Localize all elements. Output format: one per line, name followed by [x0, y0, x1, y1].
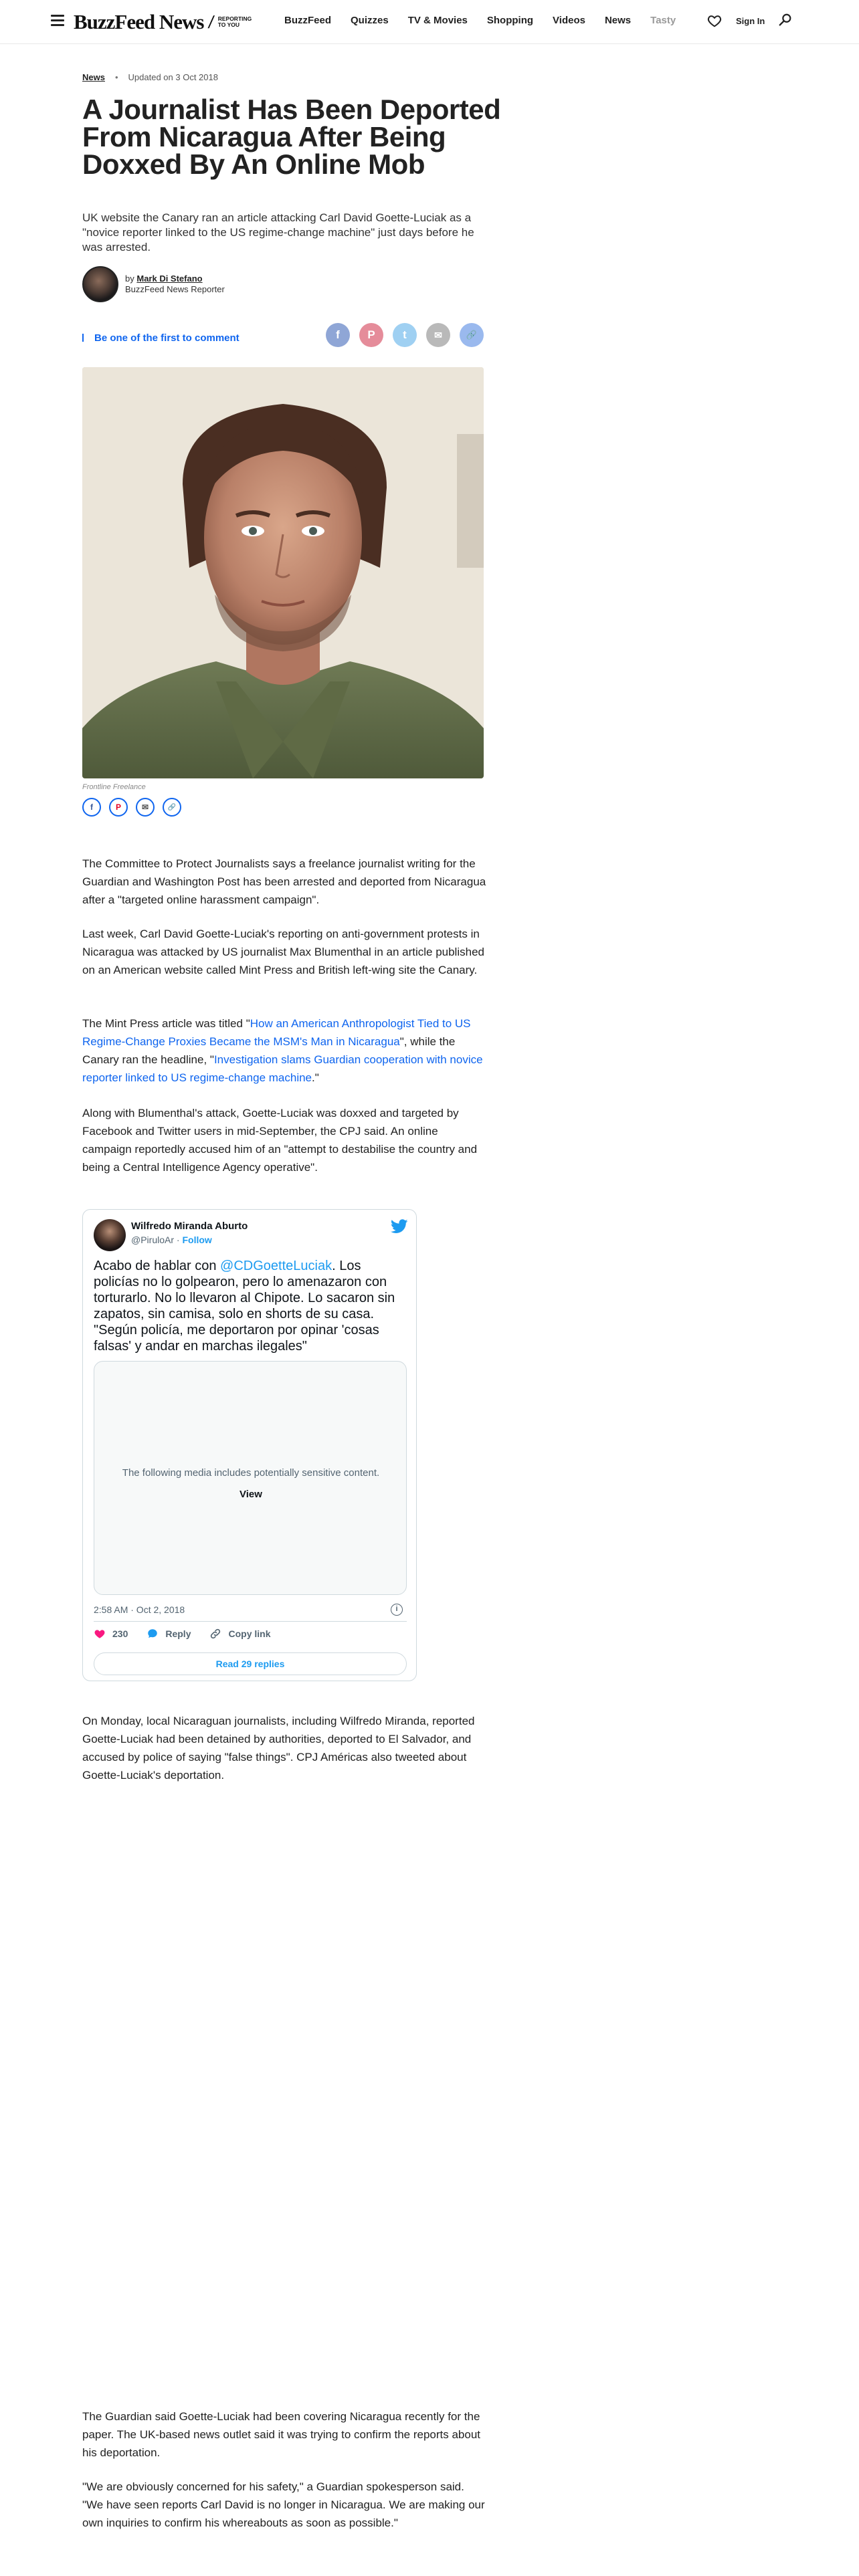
body-paragraph-1: The Committee to Protect Journalists says a freelance journalist writing for the Guardian and Washington Post has been arrested and deported from Nicaragua after a "targeted online harassment campaign". [82, 857, 486, 906]
nav-link-news[interactable]: News [604, 15, 632, 26]
tweet-reply-button[interactable] [147, 1628, 191, 1640]
tweet-timestamp[interactable]: 2:58 AM · Oct 2, 2018 [94, 1604, 185, 1615]
heart-icon[interactable] [707, 13, 722, 28]
comment-cta: Be one of the first to comment [94, 332, 240, 344]
logo-tagline-line-1: REPORTING [217, 15, 252, 22]
hero-portrait-illustration [82, 367, 484, 778]
facebook-share-button[interactable] [326, 323, 350, 347]
byline [82, 266, 225, 302]
byline-text [125, 274, 225, 295]
hero-caption: Frontline Freelance [82, 783, 146, 791]
logo-tagline [218, 16, 252, 28]
search-icon[interactable] [778, 13, 793, 27]
tweet-mention-link[interactable]: @CDGoetteLuciak [220, 1259, 332, 1273]
copy-link-share-button[interactable] [460, 323, 484, 347]
hamburger-menu-icon[interactable] [51, 15, 64, 25]
image-share-bar [82, 798, 189, 817]
author-link[interactable]: Mark Di Stefano [136, 274, 203, 284]
pinterest-share-button[interactable] [359, 323, 383, 347]
embedded-tweet [82, 1209, 417, 1681]
pinterest-icon: P [367, 328, 375, 341]
reply-bubble-icon [147, 1628, 159, 1640]
share-bar [326, 323, 493, 347]
comment-link[interactable] [82, 332, 240, 344]
facebook-icon: f [90, 802, 93, 812]
pinterest-icon: P [115, 802, 121, 812]
twitter-bird-icon[interactable] [391, 1219, 408, 1234]
body-paragraph-2: Last week, Carl David Goette-Luciak's reporting on anti-government protests in Nicaragua was attacked by US journalist Max Blumenthal in an article published on an American website called Mint Press and British left-wing site the Canary. [82, 928, 484, 976]
email-icon: ✉ [434, 329, 442, 340]
email-icon: ✉ [141, 802, 149, 812]
tweet-author-handle-row [131, 1235, 212, 1245]
tweet-copy-link-button[interactable] [209, 1628, 270, 1640]
logo-wordmark: BuzzFeed News [74, 10, 204, 33]
facebook-icon: f [336, 328, 340, 341]
tweet-copy-link-label: Copy link [228, 1628, 271, 1639]
body-paragraph-6: The Guardian said Goette-Luciak had been covering Nicaragua recently for the paper. The UK-based news outlet said it was trying to confirm the reports about his deportation. [82, 2410, 480, 2459]
image-facebook-share-button[interactable] [82, 798, 101, 817]
link-icon: 🔗 [167, 803, 177, 811]
body-paragraph-5: On Monday, local Nicaraguan journalists, including Wilfredo Miranda, reported Goette-Luciak had been detained by authorities, deported to El Salvador, and accused by police of saying "false things". CPJ Américas also tweeted about Goette-Luciak's deportation. [82, 1715, 475, 1782]
tweet-reply-label: Reply [165, 1628, 191, 1639]
nav-link-videos[interactable]: Videos [553, 15, 585, 26]
tweet-text-b: . Los policías no lo golpearon, pero lo amenazaron con torturarlo. No lo llevaron al Chipote. Lo sacaron sin zapatos, sin camisa, solo en shorts de su casa. "Según policía, me deportaron por opinar 'cosas falsas' y andar en marchas ilegales" [94, 1259, 395, 1354]
nav-link-quizzes[interactable]: Quizzes [351, 15, 389, 26]
tweet-like-count: 230 [112, 1628, 128, 1639]
nav-link-tv-movies[interactable]: TV & Movies [407, 15, 468, 26]
buzzfeed-news-logo[interactable] [74, 9, 252, 35]
sign-in-link[interactable]: Sign In [736, 16, 765, 26]
nav-link-buzzfeed[interactable]: BuzzFeed [284, 15, 332, 26]
author-avatar[interactable] [82, 266, 118, 302]
tweet-text [94, 1258, 408, 1354]
comment-bubble-icon [82, 334, 88, 342]
meta-separator: • [114, 72, 118, 82]
body-paragraph-4: Along with Blumenthal's attack, Goette-Luciak was doxxed and targeted by Facebook and Twitter users in mid-September, the CPJ said. An online campaign reportedly accused him of an "attempt to destabilise the country and being a Central Intelligence Agency operative". [82, 1107, 478, 1174]
top-navigation [0, 0, 859, 44]
tweet-handle-separator: · [174, 1235, 183, 1245]
heart-icon [94, 1628, 106, 1640]
byline-prefix: by [125, 274, 134, 284]
link-icon: 🔗 [466, 330, 478, 340]
image-email-share-button[interactable] [136, 798, 155, 817]
tweet-author-name[interactable]: Wilfredo Miranda Aburto [131, 1220, 248, 1232]
tweet-like-button[interactable] [94, 1628, 128, 1640]
info-icon[interactable]: i [391, 1604, 403, 1616]
twitter-icon: t [403, 328, 407, 341]
mint-press-article-link[interactable]: How an American Anthropologist Tied to US Regime-Change Proxies Became the MSM's Man in Nicaragua [82, 1017, 471, 1048]
hero-image [82, 367, 484, 778]
link-icon [209, 1628, 221, 1640]
sensitive-media-warning: The following media includes potentially sensitive content. [122, 1467, 380, 1479]
logo-slash: / [207, 11, 216, 32]
twitter-share-button[interactable] [393, 323, 417, 347]
tweet-author-avatar[interactable] [94, 1219, 126, 1251]
view-media-button[interactable]: View [240, 1489, 262, 1500]
body-paragraph-3 [82, 1014, 487, 1087]
logo-tagline-line-2: TO YOU [217, 21, 240, 28]
article-meta [82, 72, 218, 82]
nav-links [284, 15, 695, 26]
updated-date: Updated on 3 Oct 2018 [128, 72, 218, 82]
body-paragraph-7: "We are obviously concerned for his safety," a Guardian spokesperson said. "We have seen reports Carl David is no longer in Nicaragua. We are making our own inquiries to confirm his whereabouts as soon as possible." [82, 2480, 485, 2529]
category-link[interactable]: News [82, 72, 105, 82]
nav-link-tasty[interactable]: Tasty [650, 15, 676, 26]
tweet-text-a: Acabo de hablar con [94, 1259, 221, 1273]
author-role: BuzzFeed News Reporter [125, 284, 225, 294]
canary-article-link[interactable]: Investigation slams Guardian cooperation with novice reporter linked to US regime-change machine [82, 1053, 483, 1084]
tweet-author-handle[interactable]: @PiruloAr [131, 1235, 175, 1245]
tweet-divider [94, 1621, 407, 1622]
email-share-button[interactable] [426, 323, 450, 347]
tweet-follow-link[interactable]: Follow [182, 1235, 212, 1245]
image-copy-link-button[interactable] [163, 798, 181, 817]
p3-text-b: ", while the Canary ran the headline, " [82, 1035, 456, 1066]
p3-text-c: ." [312, 1071, 319, 1084]
p3-text-a: The Mint Press article was titled " [82, 1017, 250, 1030]
tweet-sensitive-media[interactable] [94, 1361, 407, 1595]
page-title: A Journalist Has Been Deported From Nicaragua After Being Doxxed By An Online Mob [82, 94, 501, 180]
image-pinterest-share-button[interactable] [109, 798, 128, 817]
read-replies-button[interactable]: Read 29 replies [94, 1652, 407, 1675]
nav-link-shopping[interactable]: Shopping [486, 15, 534, 26]
tweet-actions [94, 1628, 290, 1640]
article-dek: UK website the Canary ran an article attacking Carl David Goette-Luciak as a "novice reporter linked to the US regime-change machine" just days before he was arrested. [82, 211, 474, 253]
